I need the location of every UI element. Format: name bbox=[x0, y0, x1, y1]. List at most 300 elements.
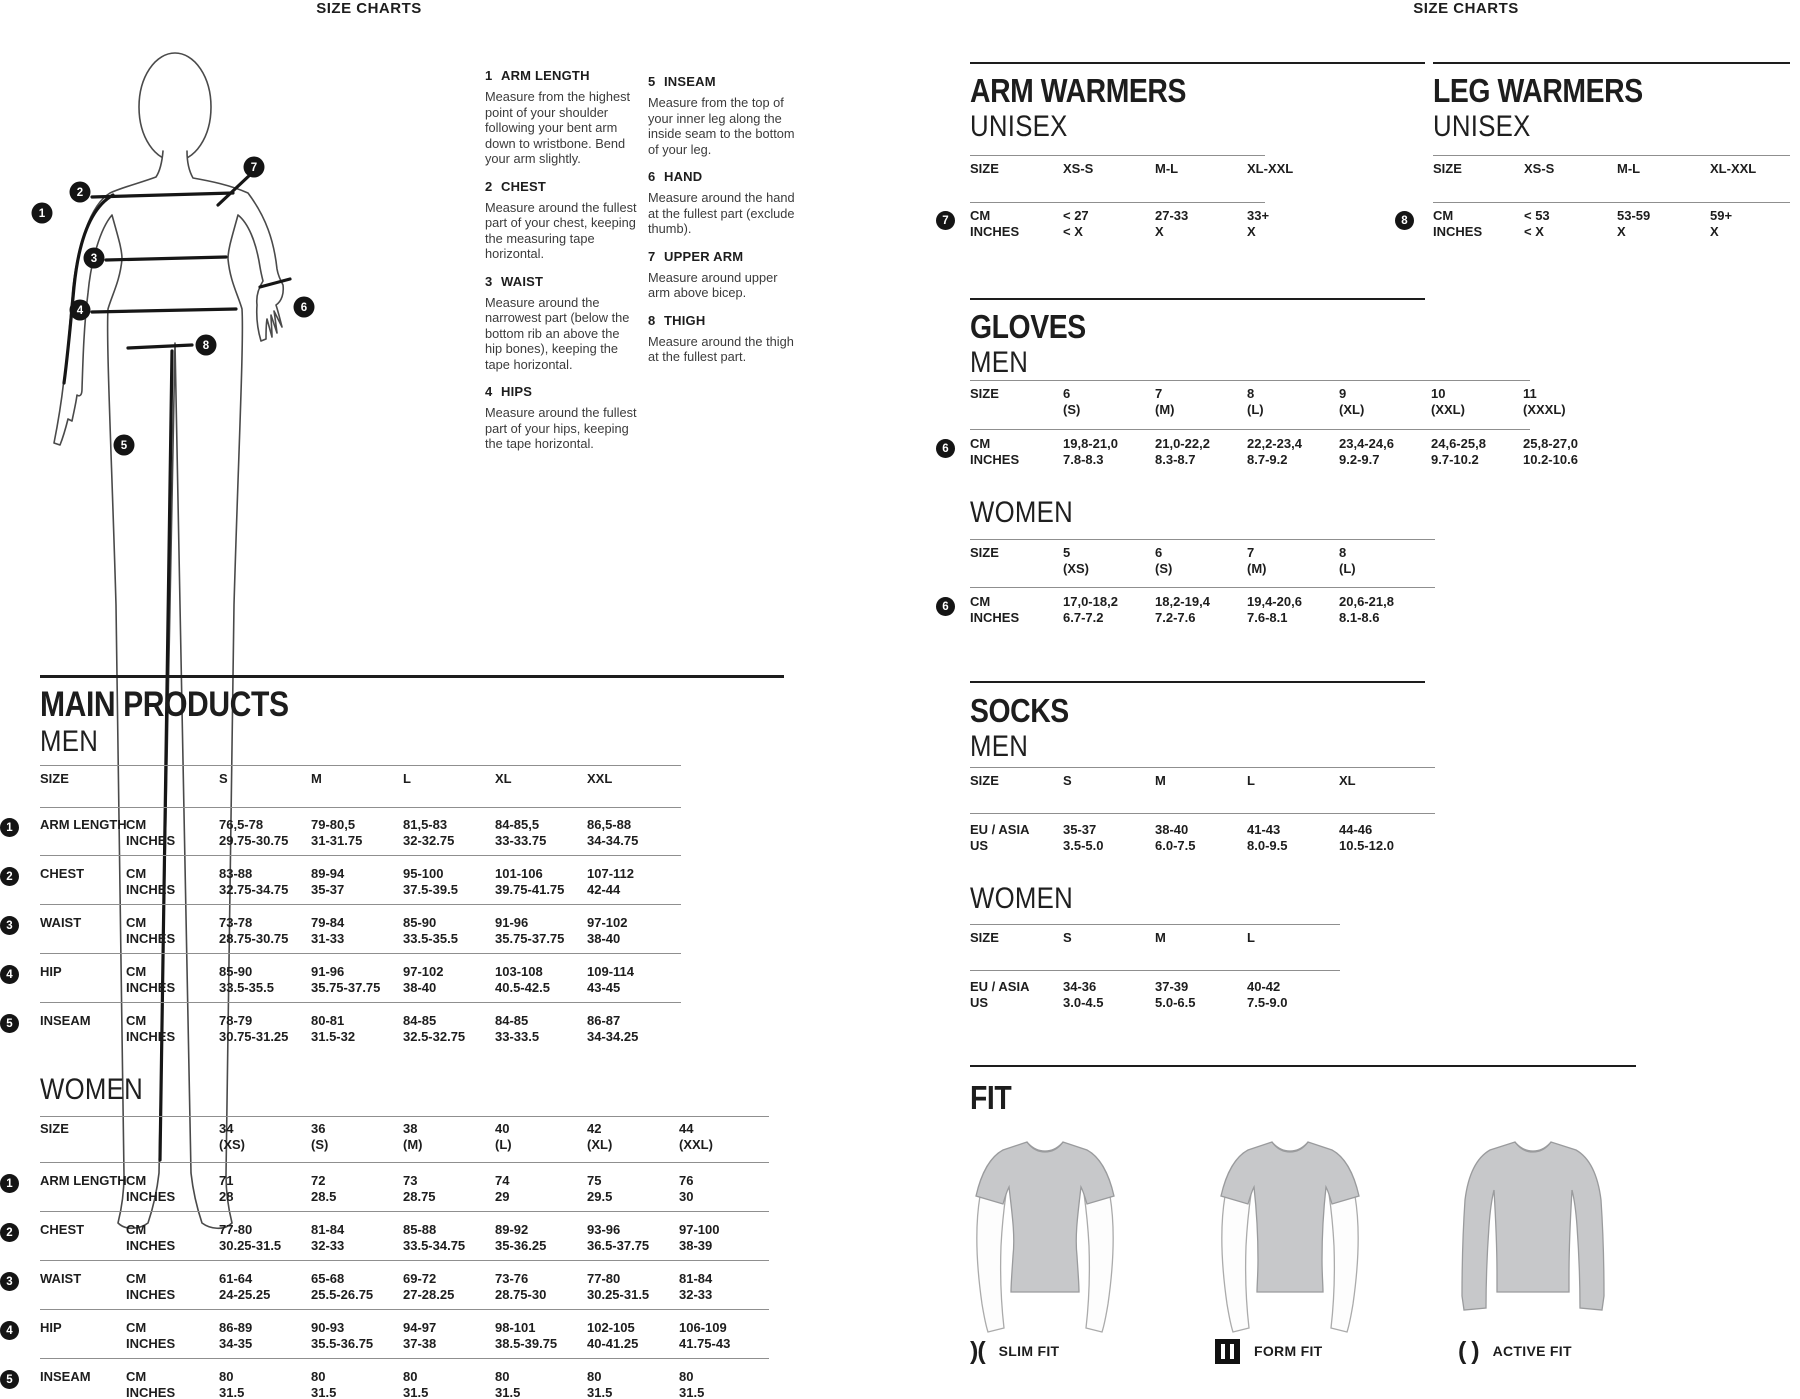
value-cell-cm: 106-109 bbox=[679, 1320, 727, 1335]
measurement-item bbox=[648, 313, 800, 365]
table-line bbox=[40, 1211, 769, 1212]
diagram-badge-number: 2 bbox=[76, 187, 84, 200]
unit-label-inches: INCHES bbox=[126, 833, 176, 848]
size-cell: M-L bbox=[1155, 161, 1179, 176]
value-cell: 8.0-9.5 bbox=[1247, 838, 1288, 853]
value-cell: X bbox=[1710, 224, 1719, 239]
measurement-item bbox=[485, 68, 637, 167]
value-cell-cm: 75 bbox=[587, 1173, 602, 1188]
unit-label-inches: INCHES bbox=[126, 931, 176, 946]
value-cell: 9.7-10.2 bbox=[1431, 452, 1479, 467]
value-cell-cm: 83-88 bbox=[219, 866, 253, 881]
table-line bbox=[40, 1162, 769, 1163]
size-sub-label: (M) bbox=[403, 1137, 423, 1152]
value-cell-inches: 28.75-30.75 bbox=[219, 931, 289, 946]
form-fit-icon bbox=[1215, 1339, 1240, 1364]
measurement-title bbox=[485, 68, 637, 83]
value-cell: 24,6-25,8 bbox=[1431, 436, 1486, 451]
value-cell-cm: 98-101 bbox=[495, 1320, 536, 1335]
value-cell-cm: 74 bbox=[495, 1173, 510, 1188]
unit-label-inches: INCHES bbox=[126, 1029, 176, 1044]
diagram-badge-number: 7 bbox=[250, 162, 258, 175]
value-cell-inches: 35.75-37.75 bbox=[495, 931, 565, 946]
value-cell: < X bbox=[1524, 224, 1544, 239]
slim-fit-icon: )( bbox=[970, 1337, 985, 1365]
value-cell-cm: 94-97 bbox=[403, 1320, 437, 1335]
slim-fit-figure bbox=[970, 1134, 1150, 1365]
measurement-text: Measure around the hand at the fullest part (exclude thumb). bbox=[648, 190, 795, 236]
measurement-row-label: INSEAM bbox=[40, 1369, 91, 1384]
value-cell-inches: 40.5-42.5 bbox=[495, 980, 550, 995]
value-cell-inches: 30 bbox=[679, 1189, 694, 1204]
size-sub-label: (XL) bbox=[587, 1137, 613, 1152]
measurement-item bbox=[648, 74, 800, 157]
value-cell-inches: 38-39 bbox=[679, 1238, 713, 1253]
row-label: CM bbox=[970, 208, 991, 223]
size-column-header: SIZE bbox=[40, 771, 69, 786]
arm-shape bbox=[1222, 1194, 1251, 1332]
form-fit-figure bbox=[1215, 1134, 1395, 1359]
value-cell: 19,8-21,0 bbox=[1063, 436, 1118, 451]
value-cell-cm: 103-108 bbox=[495, 964, 543, 979]
value-cell-cm: 97-102 bbox=[403, 964, 444, 979]
size-cell: 8 (L) bbox=[1247, 386, 1264, 417]
value-cell: X bbox=[1247, 224, 1256, 239]
measurement-item bbox=[485, 179, 637, 262]
fit-title: FIT bbox=[970, 1079, 1012, 1116]
value-cell-cm: 101-106 bbox=[495, 866, 543, 881]
table-line bbox=[970, 767, 1435, 768]
section-rule bbox=[970, 1065, 1636, 1067]
value-cell-inches: 35-37 bbox=[311, 882, 345, 897]
measurement-name: HAND bbox=[664, 169, 703, 184]
measurement-title bbox=[485, 179, 637, 194]
size-sub-label: (L) bbox=[1339, 561, 1356, 576]
value-cell-inches: 38-40 bbox=[403, 980, 437, 995]
size-cell: XL bbox=[495, 771, 512, 786]
size-cell: 34 (XS) bbox=[219, 1121, 245, 1152]
value-cell: 53-59 bbox=[1617, 208, 1651, 223]
value-cell-inches: 29.75-30.75 bbox=[219, 833, 289, 848]
value-cell-cm: 69-72 bbox=[403, 1271, 437, 1286]
size-cell: XL-XXL bbox=[1710, 161, 1757, 176]
value-cell-inches: 35.75-37.75 bbox=[311, 980, 381, 995]
size-sub-label: (L) bbox=[495, 1137, 512, 1152]
unit-label-cm: CM bbox=[126, 817, 147, 832]
measure-badge-5: 5 bbox=[0, 1370, 19, 1389]
size-charts-header-right: SIZE CHARTS bbox=[1413, 0, 1519, 17]
value-cell-inches: 42-44 bbox=[587, 882, 621, 897]
arm-shape bbox=[1084, 1194, 1113, 1332]
table-line bbox=[1433, 155, 1790, 156]
value-cell-cm: 102-105 bbox=[587, 1320, 635, 1335]
table-line bbox=[40, 1116, 769, 1117]
size-column-header: SIZE bbox=[40, 1121, 69, 1136]
measurement-text: Measure around the fullest part of your hips, keeping the tape horizontal. bbox=[485, 405, 637, 451]
value-cell-inches: 31.5 bbox=[495, 1385, 521, 1399]
value-cell-cm: 109-114 bbox=[587, 964, 634, 979]
measurement-row-label: ARM LENGTH bbox=[40, 817, 127, 832]
diagram-badge-number: 6 bbox=[300, 302, 308, 315]
value-cell-inches: 31.5-32 bbox=[311, 1029, 356, 1044]
measurement-row-label: WAIST bbox=[40, 1271, 82, 1286]
table-line bbox=[40, 765, 681, 766]
table-line bbox=[970, 587, 1435, 588]
size-sub-label: (L) bbox=[1247, 402, 1264, 417]
size-column-header: SIZE bbox=[1433, 161, 1462, 176]
measure-badge-7: 7 bbox=[936, 211, 955, 230]
value-cell-inches: 31.5 bbox=[587, 1385, 613, 1399]
value-cell-inches: 38.5-39.75 bbox=[495, 1336, 558, 1351]
value-cell: 35-37 bbox=[1063, 822, 1097, 837]
measure-badge-2: 2 bbox=[0, 867, 19, 886]
value-cell-inches: 31-33 bbox=[311, 931, 345, 946]
section-rule bbox=[970, 298, 1425, 300]
size-cell: 10 (XXL) bbox=[1431, 386, 1465, 417]
size-column-header: SIZE bbox=[970, 545, 999, 560]
value-cell-inches: 28.75-30 bbox=[495, 1287, 547, 1302]
unit-label-cm: CM bbox=[126, 1369, 147, 1384]
value-cell-inches: 32.5-32.75 bbox=[403, 1029, 466, 1044]
measure-badge-2: 2 bbox=[0, 1223, 19, 1242]
measurement-number: 5 bbox=[648, 74, 656, 89]
socks-men-subtitle: MEN bbox=[970, 730, 1029, 763]
section-rule bbox=[970, 62, 1425, 64]
value-cell-inches: 32-33 bbox=[311, 1238, 345, 1253]
fit-label: ACTIVE FIT bbox=[1492, 1343, 1572, 1359]
value-cell-inches: 31.5 bbox=[679, 1385, 705, 1399]
row-label: US bbox=[970, 995, 989, 1010]
table-line bbox=[970, 380, 1530, 381]
size-cell: 7 (M) bbox=[1155, 386, 1175, 417]
value-cell: 3.5-5.0 bbox=[1063, 838, 1104, 853]
table-line bbox=[40, 904, 681, 905]
measurement-row-label: ARM LENGTH bbox=[40, 1173, 127, 1188]
value-cell-cm: 84-85 bbox=[403, 1013, 437, 1028]
form-fit-shirt-illustration bbox=[1215, 1134, 1365, 1339]
value-cell-cm: 89-94 bbox=[311, 866, 345, 881]
size-cell: XXL bbox=[587, 771, 613, 786]
measurement-text: Measure from the top of your inner leg along the inside seam to the bottom of your leg. bbox=[648, 95, 795, 157]
measurement-row-label: CHEST bbox=[40, 1222, 85, 1237]
measure-badge-5: 5 bbox=[0, 1014, 19, 1033]
row-label: EU / ASIA bbox=[970, 979, 1030, 994]
fit-label: FORM FIT bbox=[1254, 1343, 1323, 1359]
fit-label-row bbox=[1458, 1337, 1572, 1365]
unit-label-cm: CM bbox=[126, 964, 147, 979]
value-cell-cm: 97-100 bbox=[679, 1222, 720, 1237]
size-column-header: SIZE bbox=[970, 773, 999, 788]
measure-badge-3: 3 bbox=[0, 916, 19, 935]
value-cell-cm: 80 bbox=[679, 1369, 694, 1384]
unit-label-inches: INCHES bbox=[126, 1189, 176, 1204]
size-cell: 7 (M) bbox=[1247, 545, 1267, 576]
measurement-number: 8 bbox=[648, 312, 656, 328]
value-cell-cm: 91-96 bbox=[311, 964, 345, 979]
value-cell-inches: 31.5 bbox=[219, 1385, 245, 1399]
value-cell-inches: 24-25.25 bbox=[219, 1287, 271, 1302]
measurement-number: 6 bbox=[648, 169, 656, 184]
value-cell: X bbox=[1155, 224, 1164, 239]
value-cell-inches: 30.75-31.25 bbox=[219, 1029, 289, 1044]
value-cell-cm: 86,5-88 bbox=[587, 817, 632, 832]
measurement-text: Measure around upper arm above bicep. bbox=[648, 269, 778, 300]
head-outline bbox=[139, 53, 211, 161]
diagram-badge-number: 8 bbox=[202, 340, 210, 353]
diagram-badge-number: 4 bbox=[76, 305, 84, 318]
value-cell-cm: 84-85,5 bbox=[495, 817, 540, 832]
value-cell-cm: 81-84 bbox=[311, 1222, 345, 1237]
value-cell-cm: 84-85 bbox=[495, 1013, 529, 1028]
value-cell-cm: 72 bbox=[311, 1173, 326, 1188]
value-cell-cm: 80 bbox=[219, 1369, 234, 1384]
size-cell: 36 (S) bbox=[311, 1121, 329, 1152]
value-cell-cm: 81,5-83 bbox=[403, 817, 448, 832]
value-cell-cm: 76,5-78 bbox=[219, 817, 264, 832]
table-line bbox=[40, 855, 681, 856]
value-cell: 22,2-23,4 bbox=[1247, 436, 1302, 451]
diagram-badge-number: 5 bbox=[120, 440, 128, 453]
size-cell: 38 (M) bbox=[403, 1121, 423, 1152]
size-cell: 9 (XL) bbox=[1339, 386, 1365, 417]
measurement-title bbox=[485, 274, 637, 289]
value-cell: 37-39 bbox=[1155, 979, 1189, 994]
active-fit-figure bbox=[1458, 1134, 1638, 1365]
measurement-title bbox=[648, 74, 800, 89]
size-cell: 6 (S) bbox=[1155, 545, 1173, 576]
table-line bbox=[970, 924, 1340, 925]
size-cell: L bbox=[403, 771, 411, 786]
unit-label-inches: INCHES bbox=[126, 1238, 176, 1253]
value-cell-inches: 30.25-31.5 bbox=[219, 1238, 282, 1253]
measure-badge-4: 4 bbox=[0, 1321, 19, 1340]
value-cell-inches: 28.75 bbox=[403, 1189, 436, 1204]
table-line bbox=[40, 807, 681, 808]
unit-label-cm: CM bbox=[126, 1320, 147, 1335]
value-cell: 7.2-7.6 bbox=[1155, 610, 1196, 625]
measurement-number: 3 bbox=[485, 273, 493, 289]
size-cell: S bbox=[1063, 930, 1072, 945]
value-cell-cm: 93-96 bbox=[587, 1222, 621, 1237]
table-line bbox=[40, 953, 681, 954]
fit-label-row bbox=[970, 1337, 1059, 1365]
measurement-name: WAIST bbox=[501, 273, 544, 289]
value-cell: 8.3-8.7 bbox=[1155, 452, 1196, 467]
size-cell: 11 (XXXL) bbox=[1523, 386, 1566, 417]
unit-label-inches: INCHES bbox=[126, 1385, 176, 1399]
gloves-men-subtitle: MEN bbox=[970, 346, 1029, 379]
main-products-women-title: WOMEN bbox=[40, 1073, 144, 1106]
value-cell-inches: 31.5 bbox=[311, 1385, 337, 1399]
size-cell: 44 (XXL) bbox=[679, 1121, 713, 1152]
value-cell-cm: 85-90 bbox=[219, 964, 253, 979]
value-cell: 44-46 bbox=[1339, 822, 1373, 837]
row-label: CM bbox=[970, 436, 991, 451]
measurement-name: THIGH bbox=[664, 312, 706, 328]
unit-label-cm: CM bbox=[126, 1173, 147, 1188]
size-cell: M bbox=[311, 771, 322, 786]
gloves-title: GLOVES bbox=[970, 308, 1086, 345]
measure-badge-1: 1 bbox=[0, 1174, 19, 1193]
measurement-item bbox=[648, 169, 800, 237]
unit-label-cm: CM bbox=[126, 915, 147, 930]
value-cell-inches: 35-36.25 bbox=[495, 1238, 547, 1253]
measurement-item bbox=[485, 384, 637, 452]
size-column-header: SIZE bbox=[970, 930, 999, 945]
fit-label: SLIM FIT bbox=[998, 1343, 1060, 1359]
value-cell: 21,0-22,2 bbox=[1155, 436, 1210, 451]
value-cell-inches: 31-31.75 bbox=[311, 833, 363, 848]
table-line bbox=[40, 1002, 681, 1003]
value-cell-inches: 40-41.25 bbox=[587, 1336, 639, 1351]
table-line bbox=[970, 155, 1265, 156]
measurement-title bbox=[485, 384, 637, 399]
value-cell-inches: 28.5 bbox=[311, 1189, 337, 1204]
measurement-name: HIPS bbox=[501, 384, 533, 399]
size-sub-label: (XXXL) bbox=[1523, 402, 1566, 417]
value-cell-cm: 78-79 bbox=[219, 1013, 253, 1028]
active-fit-icon: ( ) bbox=[1458, 1337, 1479, 1365]
value-cell: 6.7-7.2 bbox=[1063, 610, 1104, 625]
measure-badge-6: 6 bbox=[936, 597, 955, 616]
unit-label-inches: INCHES bbox=[126, 980, 176, 995]
unit-label-inches: INCHES bbox=[126, 1287, 176, 1302]
main-products-men-subtitle: MEN bbox=[40, 725, 99, 758]
slim-fit-shirt-illustration bbox=[970, 1134, 1120, 1339]
measurement-descriptions-col1 bbox=[485, 68, 637, 464]
shirt-shape bbox=[1462, 1142, 1604, 1310]
measurement-item bbox=[648, 249, 800, 301]
value-cell-inches: 25.5-26.75 bbox=[311, 1287, 374, 1302]
measurement-name: UPPER ARM bbox=[664, 248, 744, 264]
measure-badge-3: 3 bbox=[0, 1272, 19, 1291]
arm-warmers-subtitle: UNISEX bbox=[970, 110, 1068, 143]
row-label: INCHES bbox=[970, 452, 1020, 467]
value-cell: 10.5-12.0 bbox=[1339, 838, 1394, 853]
value-cell-cm: 86-87 bbox=[587, 1013, 621, 1028]
measurement-title bbox=[648, 313, 800, 328]
value-cell: 41-43 bbox=[1247, 822, 1281, 837]
table-line bbox=[970, 813, 1435, 814]
measurement-number: 7 bbox=[648, 248, 656, 264]
size-cell: M bbox=[1155, 773, 1166, 788]
table-line bbox=[970, 429, 1530, 430]
size-sub-label: (S) bbox=[1155, 561, 1173, 576]
table-line bbox=[970, 202, 1265, 203]
value-cell: 18,2-19,4 bbox=[1155, 594, 1210, 609]
value-cell-cm: 73 bbox=[403, 1173, 418, 1188]
size-column-header: SIZE bbox=[970, 161, 999, 176]
main-products-title: MAIN PRODUCTS bbox=[40, 685, 289, 724]
size-cell: 42 (XL) bbox=[587, 1121, 613, 1152]
size-cell: XL-XXL bbox=[1247, 161, 1294, 176]
value-cell-cm: 89-92 bbox=[495, 1222, 529, 1237]
value-cell-cm: 97-102 bbox=[587, 915, 628, 930]
table-line bbox=[40, 1260, 769, 1261]
measurement-title bbox=[648, 249, 800, 264]
size-sub-label: (XXL) bbox=[1431, 402, 1465, 417]
unit-label-inches: INCHES bbox=[126, 1336, 176, 1351]
size-cell: XL bbox=[1339, 773, 1356, 788]
value-cell-inches: 31.5 bbox=[403, 1385, 429, 1399]
size-charts-header-left: SIZE CHARTS bbox=[316, 0, 422, 17]
size-sub-label: (M) bbox=[1155, 402, 1175, 417]
value-cell-inches: 33-33.75 bbox=[495, 833, 547, 848]
arm-warmers-title: ARM WARMERS bbox=[970, 72, 1186, 109]
measurement-name: CHEST bbox=[501, 178, 547, 194]
value-cell: 7.8-8.3 bbox=[1063, 452, 1104, 467]
value-cell-inches: 34-34.25 bbox=[587, 1029, 639, 1044]
table-line bbox=[40, 1358, 769, 1359]
arm-shape bbox=[1329, 1194, 1358, 1332]
value-cell-cm: 80 bbox=[311, 1369, 326, 1384]
value-cell: 34-36 bbox=[1063, 979, 1097, 994]
value-cell-inches: 37.5-39.5 bbox=[403, 882, 458, 897]
value-cell-cm: 85-88 bbox=[403, 1222, 437, 1237]
size-sub-label: (M) bbox=[1247, 561, 1267, 576]
value-cell-cm: 95-100 bbox=[403, 866, 444, 881]
row-label: CM bbox=[970, 594, 991, 609]
measurement-row-label: HIP bbox=[40, 1320, 62, 1335]
value-cell: 6.0-7.5 bbox=[1155, 838, 1196, 853]
measurement-number: 2 bbox=[485, 178, 493, 194]
size-cell: S bbox=[1063, 773, 1072, 788]
value-cell-inches: 29 bbox=[495, 1189, 510, 1204]
section-rule bbox=[970, 681, 1425, 683]
size-cell: 8 (L) bbox=[1339, 545, 1356, 576]
size-cell: 5 (XS) bbox=[1063, 545, 1089, 576]
section-rule bbox=[40, 675, 784, 678]
value-cell: 40-42 bbox=[1247, 979, 1281, 994]
value-cell: 25,8-27,0 bbox=[1523, 436, 1578, 451]
row-label: CM bbox=[1433, 208, 1454, 223]
unit-label-cm: CM bbox=[126, 1013, 147, 1028]
unit-label-cm: CM bbox=[126, 1222, 147, 1237]
value-cell-inches: 39.75-41.75 bbox=[495, 882, 565, 897]
measurement-number: 1 bbox=[485, 68, 493, 83]
value-cell-inches: 33.5-34.75 bbox=[403, 1238, 466, 1253]
value-cell-inches: 38-40 bbox=[587, 931, 621, 946]
measurement-text: Measure around the fullest part of your chest, keeping the measuring tape horizontal. bbox=[485, 199, 637, 261]
value-cell-cm: 80 bbox=[403, 1369, 418, 1384]
measurement-text: Measure around the narrowest part (below the bottom rib an above the hip bones), keeping the tape horizontal. bbox=[485, 294, 630, 372]
diagram-badge-number: 3 bbox=[90, 253, 98, 266]
measure-badge-6: 6 bbox=[936, 439, 955, 458]
size-cell: 40 (L) bbox=[495, 1121, 512, 1152]
measurement-row-label: WAIST bbox=[40, 915, 82, 930]
size-cell: L bbox=[1247, 930, 1255, 945]
value-cell-cm: 73-78 bbox=[219, 915, 253, 930]
row-label: EU / ASIA bbox=[970, 822, 1030, 837]
value-cell-cm: 90-93 bbox=[311, 1320, 345, 1335]
active-fit-shirt-illustration bbox=[1458, 1134, 1608, 1339]
value-cell: 19,4-20,6 bbox=[1247, 594, 1302, 609]
value-cell-cm: 81-84 bbox=[679, 1271, 713, 1286]
value-cell-inches: 35.5-36.75 bbox=[311, 1336, 374, 1351]
value-cell: 7.5-9.0 bbox=[1247, 995, 1288, 1010]
bar bbox=[1230, 1344, 1234, 1359]
value-cell-cm: 80-81 bbox=[311, 1013, 345, 1028]
value-cell-inches: 33.5-35.5 bbox=[219, 980, 274, 995]
value-cell-cm: 76 bbox=[679, 1173, 694, 1188]
value-cell-inches: 34-34.75 bbox=[587, 833, 639, 848]
value-cell-cm: 65-68 bbox=[311, 1271, 345, 1286]
size-cell: XS-S bbox=[1063, 161, 1094, 176]
value-cell-inches: 27-28.25 bbox=[403, 1287, 455, 1302]
value-cell: 27-33 bbox=[1155, 208, 1189, 223]
value-cell: 17,0-18,2 bbox=[1063, 594, 1118, 609]
size-cell: XS-S bbox=[1524, 161, 1555, 176]
